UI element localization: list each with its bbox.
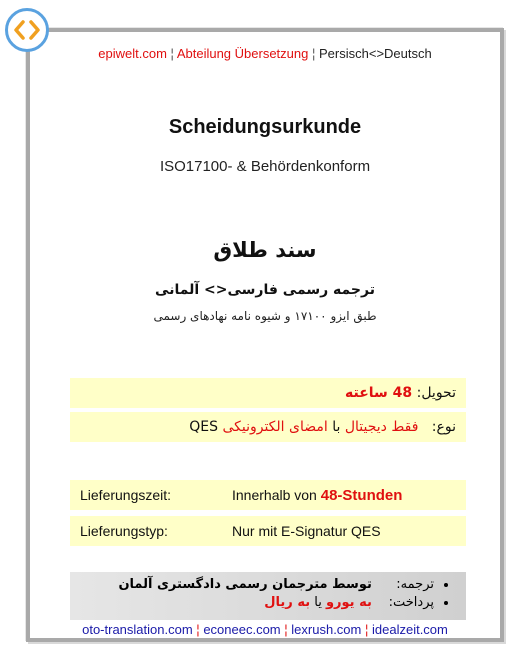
persian-delivery-label: تحویل: bbox=[416, 385, 456, 401]
link-econeec[interactable]: econeec.com bbox=[203, 622, 281, 637]
document-title: Scheidungsurkunde bbox=[168, 116, 362, 138]
link-lexrush[interactable]: lexrush.com bbox=[291, 622, 362, 637]
link-separator: ¦ bbox=[364, 622, 369, 637]
persian-title: سند طلاق bbox=[213, 238, 317, 262]
footer-payment-item bbox=[70, 594, 434, 612]
german-delivery-label: Lieferungszeit: bbox=[80, 487, 172, 503]
department-label: Abteilung Übersetzung bbox=[176, 46, 309, 61]
header-separator: ¦ bbox=[311, 46, 316, 61]
german-delivery-box bbox=[70, 480, 466, 510]
footer-translation-value: توسط مترجمان رسمی دادگستری آلمان bbox=[118, 577, 372, 592]
persian-delivery-value: 48 ساعته bbox=[345, 385, 413, 401]
german-delivery-value: 48-Stunden bbox=[320, 486, 403, 504]
persian-type-qes: QES bbox=[189, 419, 218, 435]
persian-type-box bbox=[70, 412, 466, 442]
link-idealzeit[interactable]: idealzeit.com bbox=[372, 622, 448, 637]
german-type-box bbox=[70, 516, 466, 546]
footer-payment-label: پرداخت: bbox=[388, 595, 434, 610]
header-line bbox=[30, 46, 500, 61]
footer-links bbox=[30, 622, 500, 637]
document-subtitle: ISO17100- & Behördenkonform bbox=[159, 158, 371, 175]
german-delivery-prefix: Innerhalb von bbox=[232, 487, 317, 503]
code-brackets-icon bbox=[5, 8, 49, 52]
footer-translation-item bbox=[70, 576, 434, 594]
footer-payment-rial: به ریال bbox=[264, 595, 311, 610]
site-link[interactable]: epiwelt.com bbox=[98, 46, 167, 61]
footer-info-box bbox=[70, 572, 466, 620]
link-oto-translation[interactable]: oto-translation.com bbox=[82, 622, 193, 637]
persian-type-with: با bbox=[332, 419, 341, 435]
footer-payment-or: یا bbox=[314, 595, 322, 610]
persian-delivery-box bbox=[70, 378, 466, 408]
language-pair: Persisch<>Deutsch bbox=[319, 46, 432, 61]
document-frame bbox=[26, 28, 504, 642]
persian-subtitle-standard: طبق ایزو ۱۷۱۰۰ و شیوه نامه نهادهای رسمی bbox=[153, 309, 377, 323]
persian-subtitle: ترجمه رسمی فارسی<> آلمانی bbox=[155, 282, 375, 298]
german-type-value: Nur mit E-Signatur QES bbox=[232, 523, 381, 539]
persian-type-digital: فقط دیجیتال bbox=[344, 419, 419, 435]
footer-translation-label: ترجمه: bbox=[396, 577, 434, 592]
persian-type-label: نوع: bbox=[431, 419, 456, 435]
link-separator: ¦ bbox=[284, 622, 288, 637]
persian-type-esign: امضای الکترونیکی bbox=[222, 419, 328, 435]
footer-payment-euro: به یورو bbox=[325, 595, 372, 610]
header-separator: ¦ bbox=[170, 46, 174, 61]
link-separator: ¦ bbox=[196, 622, 200, 637]
german-type-label: Lieferungstyp: bbox=[80, 523, 168, 539]
